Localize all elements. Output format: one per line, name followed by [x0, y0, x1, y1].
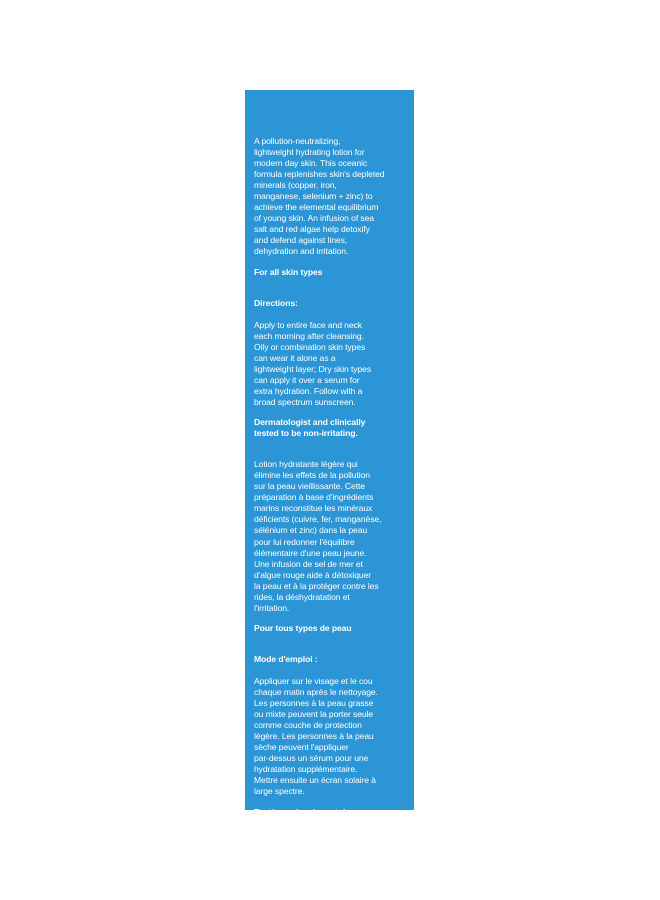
english-tested-statement: Dermatologist and clinically tested to be non-irritating.: [254, 417, 366, 439]
product-box-side-panel: [245, 90, 414, 828]
french-description: Lotion hydratante légère qui élimine les effets de la pollution sur la peau vieillissante. Cette préparation à base d'ingrédients marins reconstitue les minéraux déficients (cuivre, fer, manganèse, sélénium et zinc) dans la peau pour lui redonner l'équilibre élémentaire d'une peau jeune. Une infusion de sel de mer et d'algue rouge aide à détoxiquer la peau et à la protéger contre les rides, la déshydratation et l'irritation.: [254, 459, 382, 613]
french-directions: [254, 643, 404, 798]
english-directions-heading: Directions:: [254, 297, 298, 308]
french-tested-statement: Testé par des dermatologues et en clinique, non irritant.: [254, 806, 371, 828]
english-directions-text: Apply to entire face and neck each morning after cleansing. Oily or combination skin types can wear it alone as a lightweight layer; Dry skin types can apply it over a serum for extra hydration. Follow with a broad spectrum sunscreen.: [254, 319, 372, 408]
french-skin-types: Pour tous types de peau: [254, 622, 352, 633]
english-skin-types: For all skin types: [254, 266, 323, 277]
english-description: A pollution-neutralizing, lightweight hydrating lotion for modern day skin. This oceanic formula replenishes skin's depleted minerals (copper, iron, manganese, selenium + zinc) to achieve the elemental equilibrium of young skin. An infusion of sea salt and red algae help detoxify and defend against lines, dehydration and irritation.: [254, 136, 385, 257]
english-directions: [254, 287, 404, 409]
french-directions-text: Appliquer sur le visage et le cou chaque matin après le nettoyage. Les personnes à la peau grasse ou mixte peuvent la porter seule comme couche de protection légère. Les personnes à la peau sèche peuvent l'appliquer par-dessus un sérum pour une hydratation supplémentaire. Mettre ensuite un écran solaire à large spectre.: [254, 676, 378, 797]
french-directions-heading: Mode d'emploi :: [254, 653, 318, 664]
